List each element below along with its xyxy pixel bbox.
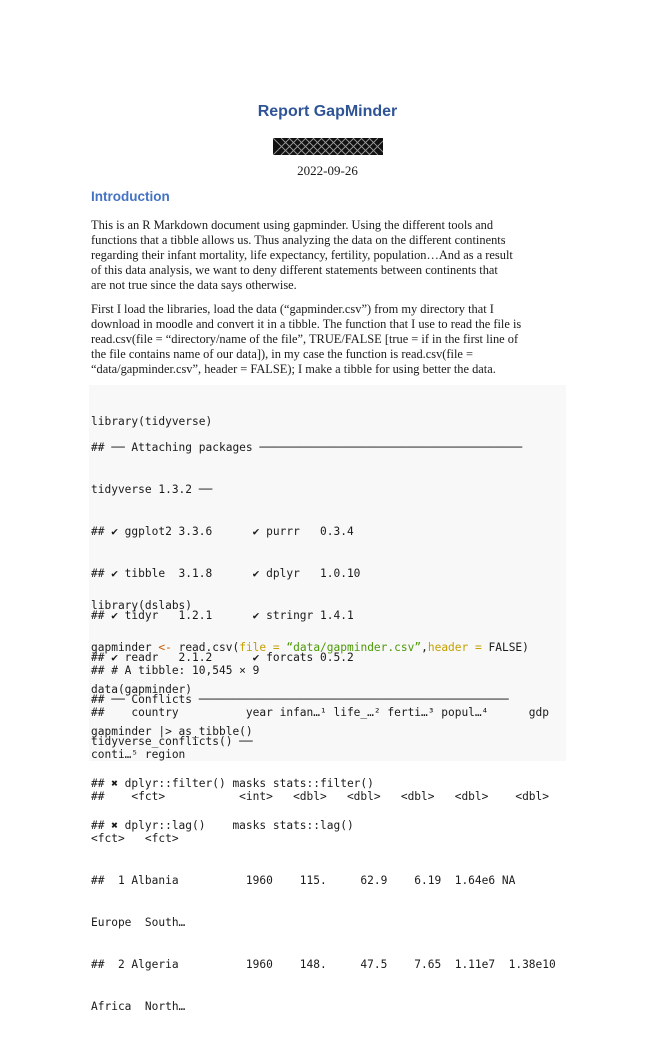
code-token-argument: header <box>427 641 469 654</box>
code-line: ## country year infan…¹ life_…² ferti…³ popul…⁴ gdp <box>91 706 550 719</box>
code-line: data(gapminder) <box>91 683 193 696</box>
code-line: ## <fct> <int> <dbl> <dbl> <dbl> <dbl> <dbl> <box>91 790 550 803</box>
code-line: tidyverse_conflicts() ── <box>91 735 253 748</box>
code-line: gapminder |> as_tibble() <box>91 725 253 738</box>
code-line: library(tidyverse) <box>91 415 213 428</box>
document-title: Report GapMinder <box>257 103 398 120</box>
code-token-string: “data/gapminder.csv” <box>286 641 422 654</box>
code-line: library(dslabs) <box>91 599 193 612</box>
intro-paragraph-1 <box>91 218 567 293</box>
code-token: gapminder <box>91 641 159 654</box>
code-line: ## ✖ dplyr::lag() masks stats::lag() <box>91 819 354 832</box>
document-date: 2022-09-26 <box>297 163 358 178</box>
text-line: functions that a tibble allows us. Thus analyzing the data on the different continents <box>91 233 506 247</box>
code-token: , <box>421 641 428 654</box>
code-line: <fct> <fct> <box>91 832 179 845</box>
text-line: are not true since the data says otherwise. <box>91 278 297 292</box>
code-line: ## ✔ tibble 3.1.8 ✔ dplyr 1.0.10 <box>91 567 361 580</box>
intro-paragraph-2 <box>91 302 567 377</box>
text-line: of this data analysis, we want to deny different statements between continents that <box>91 263 498 277</box>
code-token-operator: = <box>266 641 287 654</box>
code-token: FALSE) <box>488 641 529 654</box>
code-line: ## ✔ tidyr 1.2.1 ✔ stringr 1.4.1 <box>91 609 354 622</box>
text-line: read.csv(file = “directory/name of the file”, TRUE/FALSE [true = if in the first line of <box>91 332 519 346</box>
code-line: ## ── Attaching packages ─────────────────────────────────────── <box>91 441 523 454</box>
code-token-argument: file <box>239 641 267 654</box>
redacted-author <box>273 138 383 155</box>
code-token-operator: <- <box>158 641 172 654</box>
code-line: Africa North… <box>91 1000 186 1013</box>
text-line: This is an R Markdown document using gapminder. Using the different tools and <box>91 218 494 232</box>
section-heading-introduction: Introduction <box>91 189 170 204</box>
code-line: conti…⁵ region <box>91 748 186 761</box>
code-line: ## ✔ readr 2.1.2 ✔ forcats 0.5.2 <box>91 651 354 664</box>
code-line: ## ✖ dplyr::filter() masks stats::filter() <box>91 777 374 790</box>
text-line: First I load the libraries, load the data (“gapminder.csv”) from my directory that I <box>91 302 494 316</box>
text-line: the file contains name of our data]), in my case the function is read.csv(file = <box>91 347 474 361</box>
code-token-operator: = <box>468 641 489 654</box>
code-output-tibble <box>91 636 556 1042</box>
code-line: tidyverse 1.3.2 ── <box>91 483 213 496</box>
code-token: read.csv( <box>171 641 240 654</box>
text-line: regarding their infant mortality, life expectancy, fertility, population…And as a result <box>91 248 513 262</box>
code-line: ## # A tibble: 10,545 × 9 <box>91 664 260 677</box>
text-line: download in moodle and convert it in a tibble. The function that I use to read the file is <box>91 317 522 331</box>
code-line: ## 2 Algeria 1960 148. 47.5 7.65 1.11e7 1.38e10 <box>91 958 556 971</box>
code-line: ## ✔ ggplot2 3.3.6 ✔ purrr 0.3.4 <box>91 525 354 538</box>
code-line: ## 1 Albania 1960 115. 62.9 6.19 1.64e6 NA <box>91 874 516 887</box>
text-line: “data/gapminder.csv”, header = FALSE); I make a tibble for using better the data. <box>91 362 496 376</box>
code-line: ## ── Conflicts ────────────────────────────────────────────── <box>91 693 509 706</box>
code-line: Europe South… <box>91 916 186 929</box>
